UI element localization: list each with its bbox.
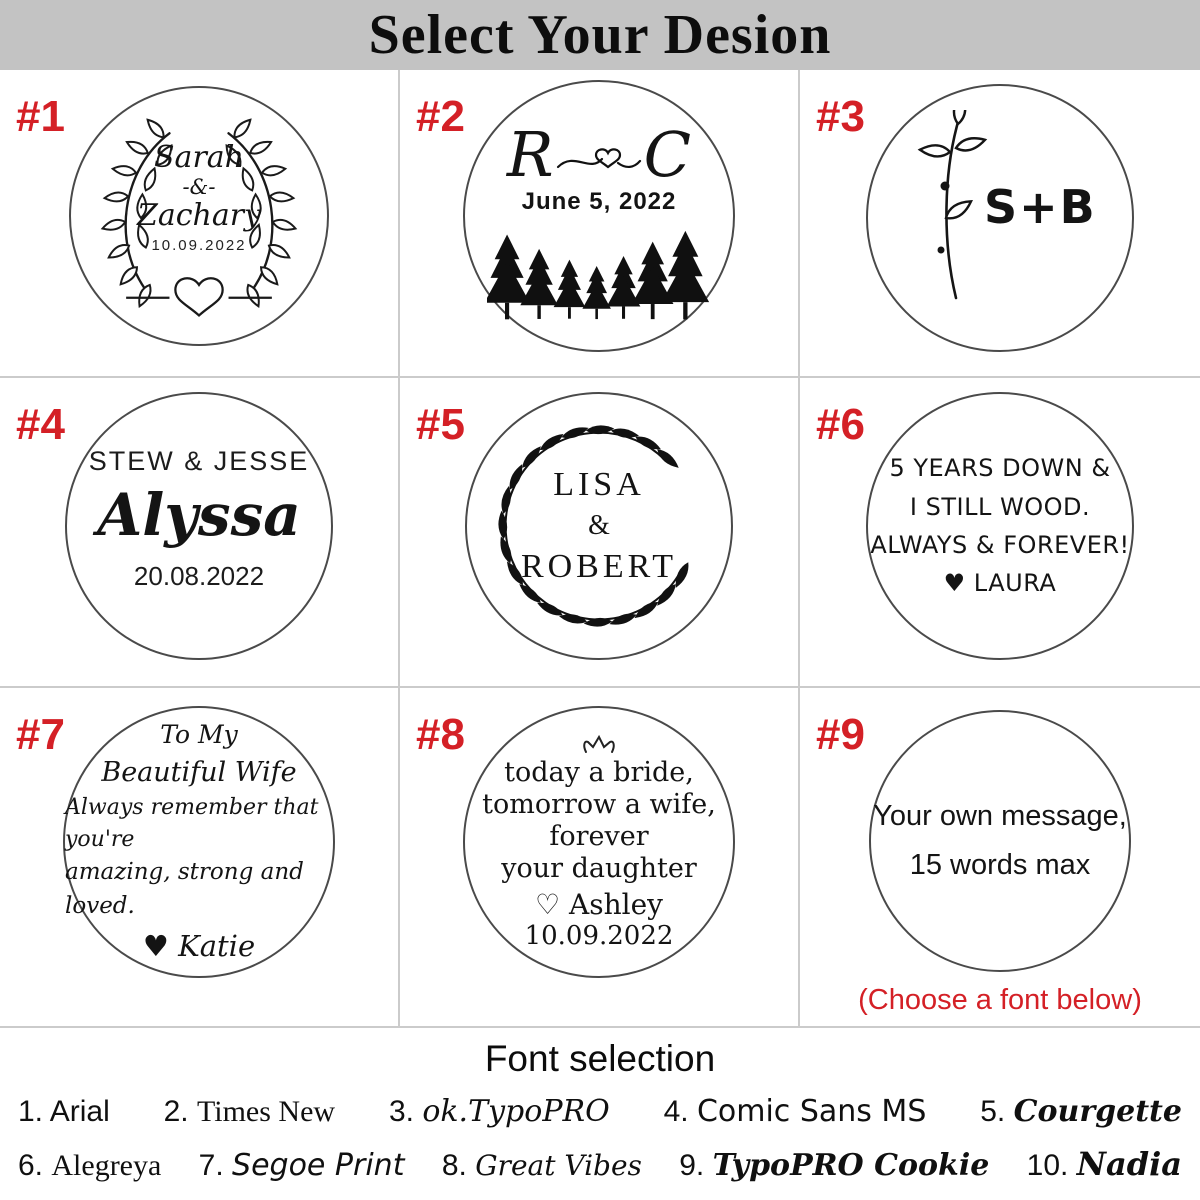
font-name: Comic Sans MS: [696, 1094, 927, 1129]
message-line: Beautiful Wife: [101, 757, 297, 789]
ampersand: &: [588, 510, 610, 541]
message-line: tomorrow a wife,: [482, 788, 716, 820]
wedding-date: 10.09.2022: [151, 237, 247, 255]
design-7-content: [65, 708, 333, 976]
design-1-text: [71, 142, 327, 254]
design-cell-4: [0, 378, 400, 688]
design-3-stamp[interactable]: [866, 84, 1134, 352]
design-2-number: #2: [416, 92, 465, 141]
font-option-9[interactable]: 9. TypoPRO Cookie: [679, 1148, 990, 1183]
message-line: To My: [160, 720, 238, 750]
font-option-1[interactable]: 1. Arial: [18, 1095, 110, 1128]
couple-name-1: LISA: [553, 466, 645, 503]
design-cell-5: [400, 378, 800, 688]
message-line: forever: [549, 820, 649, 852]
initial-right: C: [643, 118, 692, 191]
initial-left: R: [506, 118, 554, 191]
couple-names: STEW & JESSE: [88, 446, 310, 476]
message-line: 15 words max: [909, 849, 1091, 881]
couple-name-1: Sarah: [154, 140, 244, 175]
message-line: ♥ LAURA: [943, 569, 1057, 598]
message-line: I STILL WOOD.: [909, 492, 1091, 521]
wedding-date: 20.08.2022: [133, 561, 265, 591]
font-name: ok.TypoPRO: [422, 1094, 610, 1129]
font-name: Arial: [49, 1095, 110, 1128]
leaf-branch-icon: [900, 110, 992, 306]
design-cell-6: [800, 378, 1200, 688]
design-9-number: #9: [816, 710, 865, 759]
script-name: Alyssa: [97, 481, 301, 549]
signature-line: ♡ Ashley: [535, 888, 663, 922]
font-selection-section: [0, 1028, 1200, 1183]
font-name: Segoe Print: [232, 1148, 405, 1183]
design-3-number: #3: [816, 92, 865, 141]
font-option-10[interactable]: 10. Nadia: [1026, 1145, 1182, 1183]
design-6-number: #6: [816, 400, 865, 449]
design-2-content: [465, 82, 733, 350]
font-option-4[interactable]: 4. Comic Sans MS: [663, 1094, 927, 1129]
font-option-3[interactable]: 3. ok.TypoPRO: [388, 1094, 610, 1129]
font-selection-heading: Font selection: [484, 1038, 716, 1079]
ampersand: -&-: [182, 174, 216, 199]
wedding-date: 10.09.2022: [524, 921, 674, 952]
design-7-stamp[interactable]: [63, 706, 335, 978]
wedding-date: June 5, 2022: [521, 188, 677, 215]
message-line: ALWAYS & FOREVER!: [870, 531, 1130, 559]
design-cell-2: [400, 70, 800, 378]
message-line: your daughter: [501, 852, 697, 884]
title-bar: [0, 0, 1200, 70]
font-name: Times New: [196, 1095, 336, 1128]
design-6-stamp[interactable]: [866, 392, 1134, 660]
font-row-2: [0, 1145, 1200, 1183]
design-2-stamp[interactable]: [463, 80, 735, 352]
design-9-stamp[interactable]: [869, 710, 1131, 972]
font-name: Nadia: [1076, 1145, 1182, 1183]
crown-icon: [581, 734, 617, 756]
font-option-6[interactable]: 6. Alegreya: [18, 1149, 162, 1182]
font-name: TypoPRO Cookie: [712, 1148, 990, 1183]
design-grid: [0, 70, 1200, 1028]
design-cell-8: [400, 688, 800, 1028]
design-8-content: [465, 708, 733, 976]
design-1-stamp[interactable]: [69, 86, 329, 346]
message-line: 5 YEARS DOWN &: [889, 454, 1111, 483]
heart-flourish-icon: [556, 127, 642, 183]
couple-name-2: Zachary: [136, 197, 262, 233]
design-4-stamp[interactable]: [65, 392, 333, 660]
message-line: amazing, strong and loved.: [65, 859, 304, 919]
font-name: Great Vibes: [475, 1149, 642, 1182]
message-line: Your own message,: [873, 800, 1127, 832]
design-8-number: #8: [416, 710, 465, 759]
design-1-number: #1: [16, 92, 65, 141]
design-4-number: #4: [16, 400, 65, 449]
font-option-5[interactable]: 5. Courgette: [980, 1094, 1182, 1129]
message-line: today a bride,: [504, 756, 694, 788]
heart-icon: [126, 278, 272, 315]
message-line: Always remember that you're: [65, 795, 319, 853]
monogram-text: S+B: [984, 180, 1097, 234]
design-5-stamp[interactable]: [465, 392, 733, 660]
design-5-text: [467, 394, 731, 658]
page-title: Select Your Desion: [368, 4, 832, 66]
design-5-number: #5: [416, 400, 465, 449]
font-name: Courgette: [1013, 1094, 1182, 1129]
font-option-7[interactable]: 7. Segoe Print: [198, 1148, 405, 1183]
font-option-2[interactable]: 2. Times New: [163, 1095, 336, 1128]
pine-trees-icon: [487, 218, 712, 322]
design-4-content: [67, 394, 331, 658]
font-row-1: [0, 1094, 1200, 1129]
design-cell-9: [800, 688, 1200, 1028]
design-8-stamp[interactable]: [463, 706, 735, 978]
choose-font-note: (Choose a font below): [858, 984, 1142, 1016]
design-6-content: [868, 394, 1132, 658]
design-cell-1: [0, 70, 400, 378]
design-9-content: [871, 712, 1129, 970]
design-cell-7: [0, 688, 400, 1028]
signature-line: ♥ Katie: [142, 928, 256, 963]
design-cell-3: [800, 70, 1200, 378]
font-option-8[interactable]: 8. Great Vibes: [441, 1149, 642, 1182]
couple-name-2: ROBERT: [520, 548, 678, 585]
font-name: Alegreya: [51, 1149, 162, 1182]
design-7-number: #7: [16, 710, 65, 759]
